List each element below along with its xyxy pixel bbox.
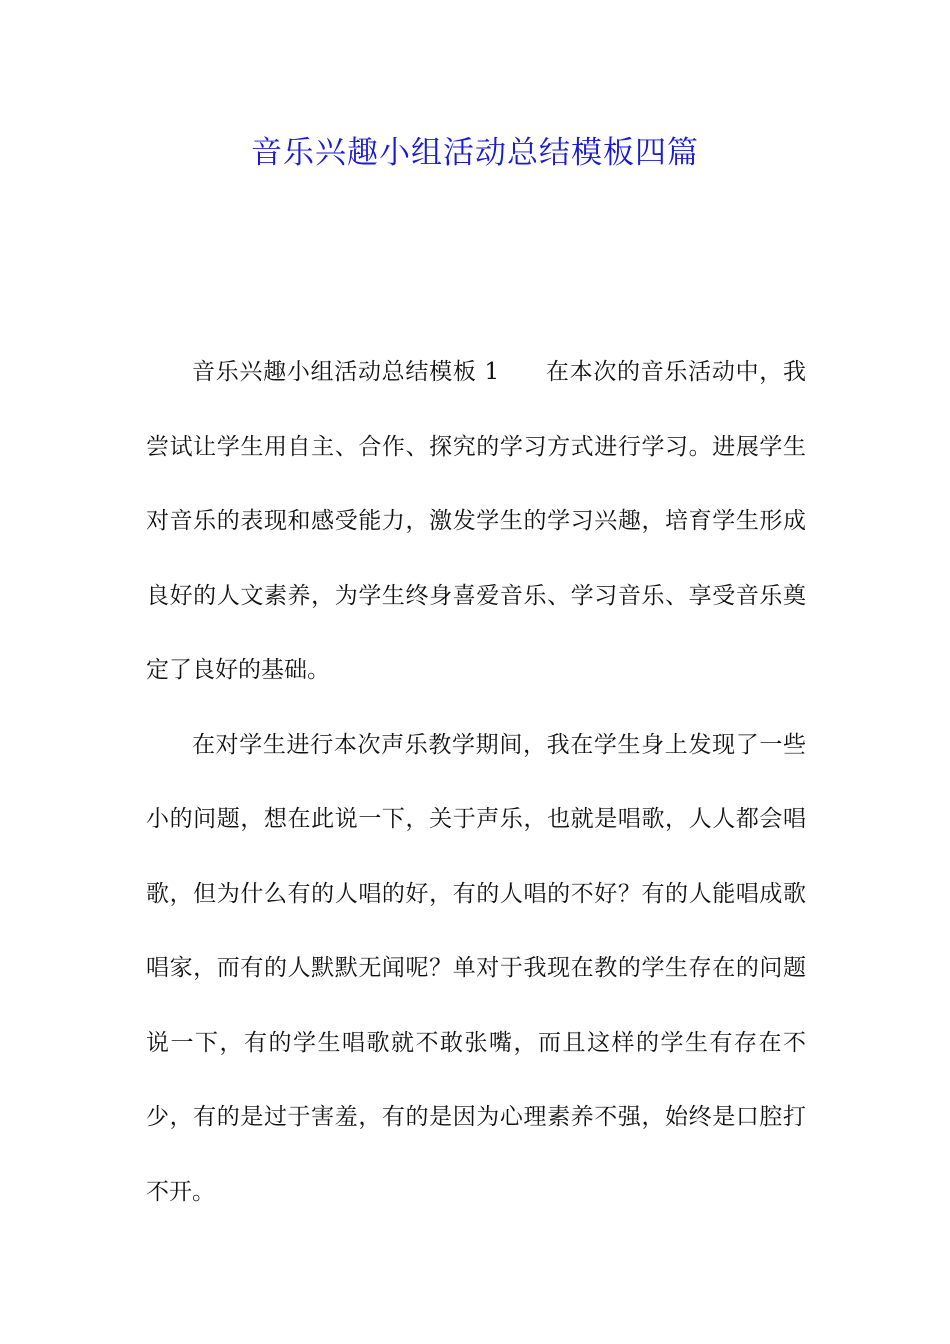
section-heading-label: 音乐兴趣小组活动总结模板 1 (192, 359, 500, 385)
paragraph-1 (146, 335, 806, 708)
paragraph-1-text: 在本次的音乐活动中，我尝试让学生用自主、合作、探究的学习方式进行学习。进展学生对音乐的表现和感受能力，激发学生的学习兴趣，培育学生形成良好的人文素养，为学生终身喜爱音乐、学习音乐、享受音乐奠定了良好的基础。 (146, 359, 807, 683)
paragraph-2: 在对学生进行本次声乐教学期间，我在学生身上发现了一些小的问题，想在此说一下，关于声乐，也就是唱歌，人人都会唱歌，但为什么有的人唱的好，有的人唱的不好？有的人能唱成歌唱家，而有的人默默无闻呢？单对于我现在教的学生存在的问题说一下，有的学生唱歌就不敢张嘴，而且这样的学生有存在不少，有的是过于害羞，有的是因为心理素养不强，始终是口腔打不开。 (146, 731, 806, 1205)
document-title: 音乐兴趣小组活动总结模板四篇 (251, 135, 699, 171)
document-body (146, 335, 806, 1229)
